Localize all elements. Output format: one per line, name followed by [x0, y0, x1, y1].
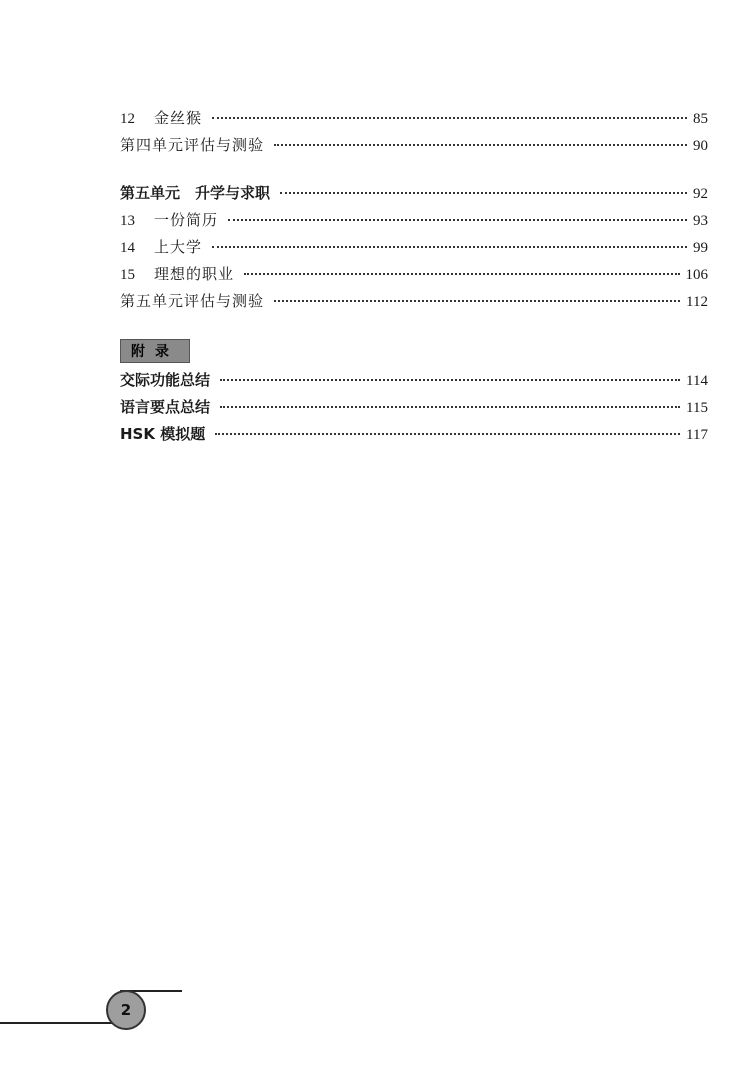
lesson-title: 金丝猴	[154, 109, 203, 127]
dot-leader	[280, 192, 687, 194]
unit-title: 第五单元 升学与求职	[120, 184, 271, 202]
appendix-heading: 附录	[120, 339, 190, 363]
dot-leader	[220, 379, 680, 381]
appendix-title: 语言要点总结	[120, 398, 211, 416]
page-ref: 93	[693, 213, 708, 229]
appendix-title: HSK 模拟题	[120, 425, 206, 443]
page-ref: 99	[693, 240, 708, 256]
toc-entry-lesson-13[interactable]	[120, 207, 708, 234]
toc-entry-lesson-15[interactable]	[120, 261, 708, 288]
lesson-title: 一份简历	[154, 211, 219, 229]
page-ref: 112	[686, 294, 708, 310]
dot-leader	[244, 273, 679, 275]
toc-entry-appendix-2[interactable]	[120, 394, 708, 421]
lesson-number: 13	[120, 213, 135, 229]
page-ref: 106	[685, 267, 708, 283]
toc-entry-unit4-review[interactable]	[120, 132, 708, 159]
review-title: 第五单元评估与测验	[120, 292, 265, 310]
toc-entry-appendix-1[interactable]	[120, 367, 708, 394]
dot-leader	[212, 246, 687, 248]
toc-entry-appendix-3[interactable]	[120, 421, 708, 448]
lesson-title: 上大学	[154, 238, 203, 256]
toc-entry-lesson-14[interactable]	[120, 234, 708, 261]
dot-leader	[215, 433, 680, 435]
dot-leader	[212, 117, 687, 119]
dot-leader	[228, 219, 687, 221]
lesson-title: 理想的职业	[154, 265, 235, 283]
toc-entry-unit5-review[interactable]	[120, 288, 708, 315]
page-number-badge: 2	[106, 990, 146, 1030]
dot-leader	[274, 300, 680, 302]
appendix-title: 交际功能总结	[120, 371, 211, 389]
page-ref: 85	[693, 111, 708, 127]
review-title: 第四单元评估与测验	[120, 136, 265, 154]
page-ref: 92	[693, 186, 708, 202]
page-ref: 114	[686, 373, 708, 389]
lesson-number: 12	[120, 111, 135, 127]
dot-leader	[274, 144, 687, 146]
lesson-number: 15	[120, 267, 135, 283]
dot-leader	[220, 406, 680, 408]
toc-entry-lesson-12[interactable]	[120, 105, 708, 132]
page-ref: 117	[686, 427, 708, 443]
page-ref: 115	[686, 400, 708, 416]
page-ref: 90	[693, 138, 708, 154]
table-of-contents	[120, 105, 708, 448]
lesson-number: 14	[120, 240, 135, 256]
toc-entry-unit5-header[interactable]	[120, 180, 708, 207]
